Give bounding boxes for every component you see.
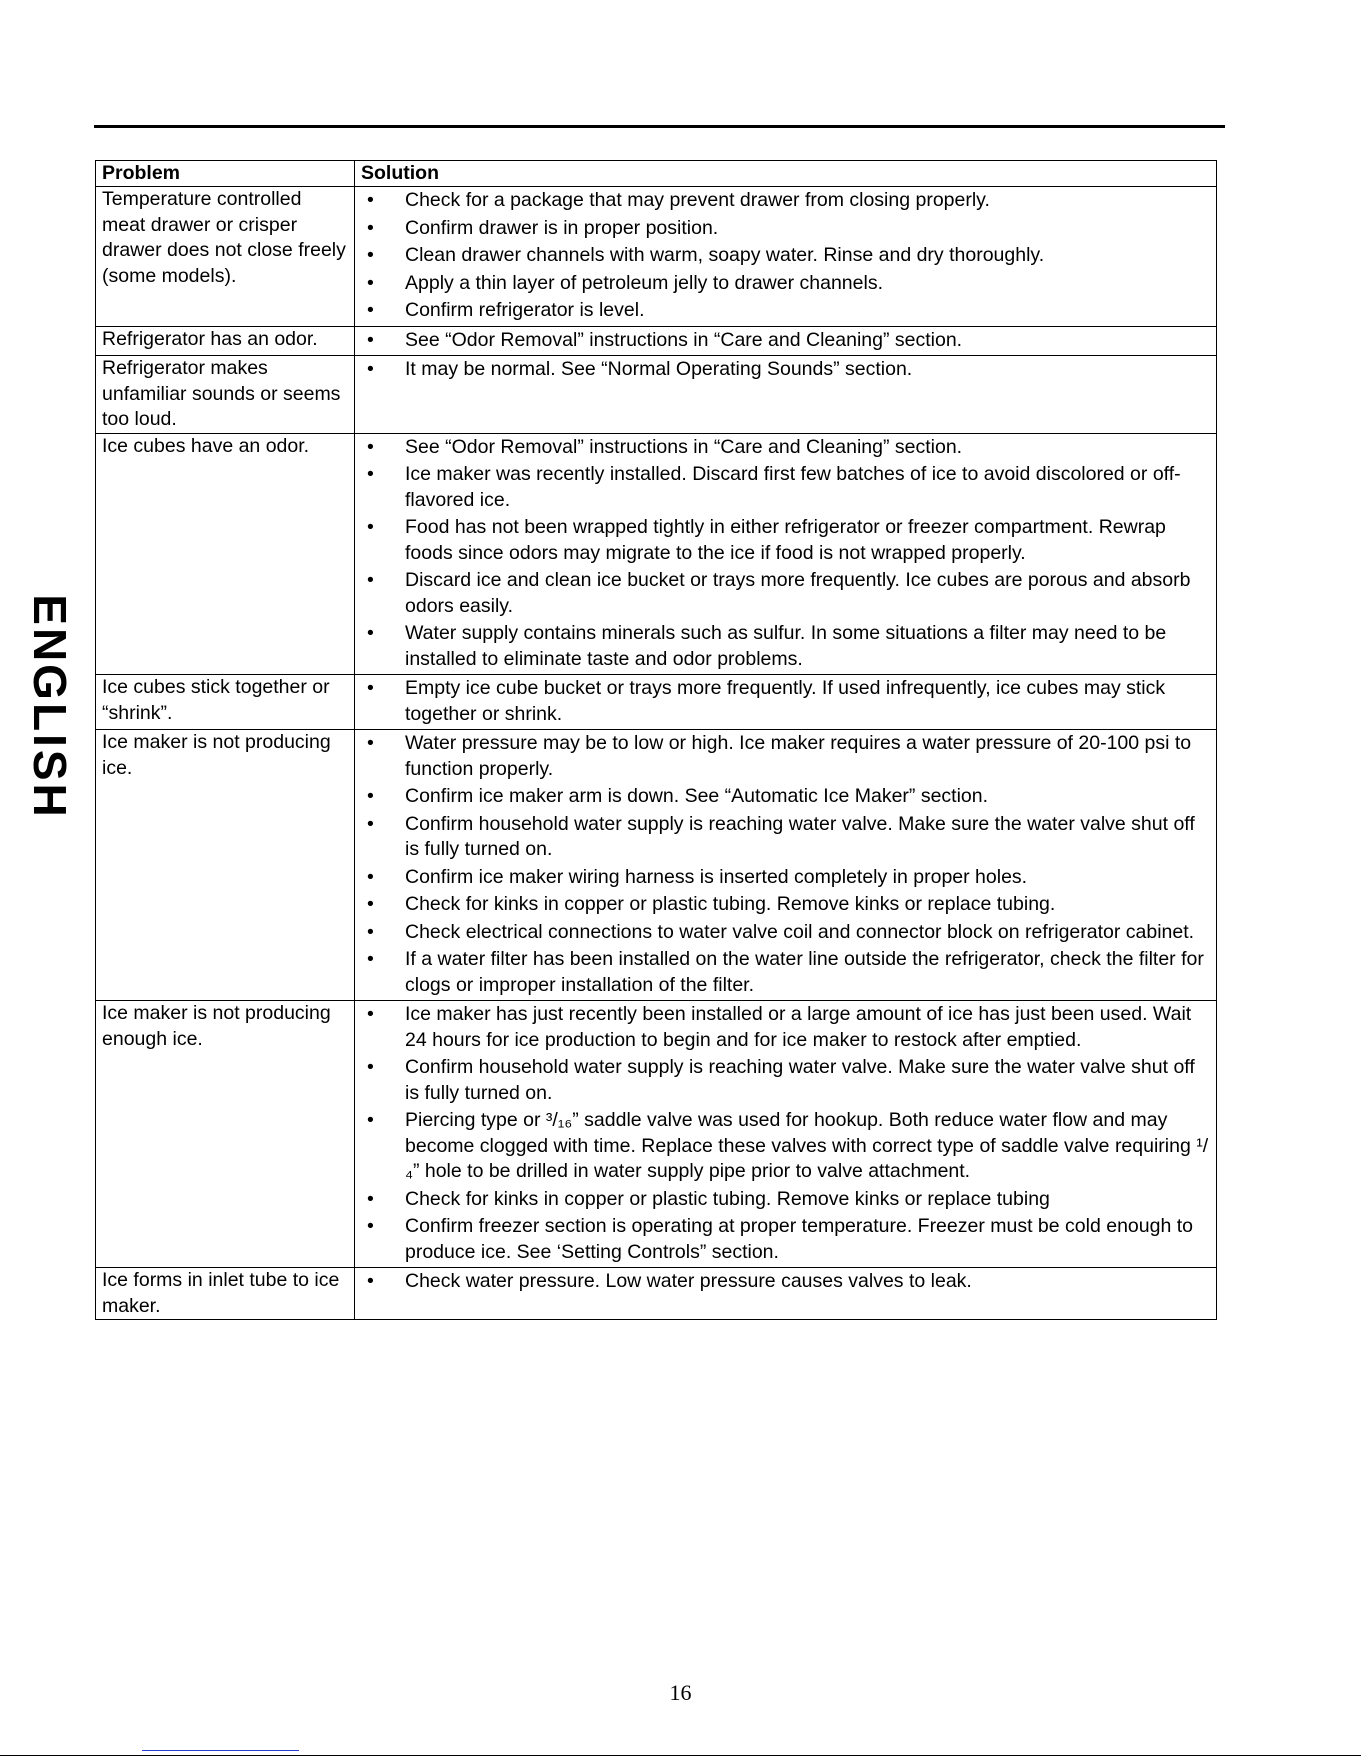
solution-item: • Confirm household water supply is reaching water valve. Make sure the water valve shut off is fully turned on. <box>361 1055 1210 1106</box>
table-body <box>96 187 1217 1320</box>
solution-cell <box>355 356 1217 434</box>
solution-item: • If a water filter has been installed on the water line outside the refrigerator, check the filter for clogs or improper installation of the filter. <box>361 947 1210 998</box>
solution-item: • Confirm freezer section is operating at proper temperature. Freezer must be cold enough to produce ice. See ‘Setting Controls” section. <box>361 1214 1210 1265</box>
problem-column-header: Problem <box>96 161 355 187</box>
solution-item: • Ice maker has just recently been installed or a large amount of ice has just been used. Wait 24 hours for ice production to begin and for ice maker to restock after emptied. <box>361 1002 1210 1053</box>
solution-cell <box>355 433 1217 675</box>
page-number: 16 <box>669 1680 692 1705</box>
solution-list <box>361 1001 1210 1265</box>
solution-item: • Check for kinks in copper or plastic tubing. Remove kinks or replace tubing <box>361 1187 1210 1213</box>
table-header-row <box>96 161 1217 187</box>
problem-cell: Refrigerator has an odor. <box>96 326 355 356</box>
solution-cell <box>355 1268 1217 1320</box>
solution-cell <box>355 730 1217 1001</box>
table-row <box>96 356 1217 434</box>
problem-cell: Ice maker is not producing ice. <box>96 730 355 1001</box>
language-tab-label: ENGLISH <box>24 594 76 820</box>
solution-item: • Confirm refrigerator is level. <box>361 298 1210 324</box>
table-row <box>96 675 1217 730</box>
solution-item: • Check water pressure. Low water pressure causes valves to leak. <box>361 1269 1210 1295</box>
language-tab <box>10 572 90 842</box>
table-row <box>96 730 1217 1001</box>
table-row <box>96 1268 1217 1320</box>
solution-list <box>361 187 1210 324</box>
solution-item: • Confirm drawer is in proper position. <box>361 216 1210 242</box>
solution-item: • Discard ice and clean ice bucket or trays more frequently. Ice cubes are porous and absorb odors easily. <box>361 568 1210 619</box>
troubleshooting-table <box>95 160 1217 1320</box>
solution-item: • Water supply contains minerals such as sulfur. In some situations a filter may need to be installed to eliminate taste and odor problems. <box>361 621 1210 672</box>
solution-item: • Confirm ice maker wiring harness is inserted completely in proper holes. <box>361 865 1210 891</box>
table-row <box>96 326 1217 356</box>
solution-item: • See “Odor Removal” instructions in “Care and Cleaning” section. <box>361 328 1210 354</box>
problem-cell: Refrigerator makes unfamiliar sounds or seems too loud. <box>96 356 355 434</box>
solution-list <box>361 1268 1210 1295</box>
solution-cell <box>355 326 1217 356</box>
solution-item: • Apply a thin layer of petroleum jelly to drawer channels. <box>361 271 1210 297</box>
solution-item: • See “Odor Removal” instructions in “Care and Cleaning” section. <box>361 435 1210 461</box>
solution-item: • Water pressure may be to low or high. Ice maker requires a water pressure of 20-100 psi to function properly. <box>361 731 1210 782</box>
solution-item: • Food has not been wrapped tightly in either refrigerator or freezer compartment. Rewrap foods since odors may migrate to the ice if food is not wrapped properly. <box>361 515 1210 566</box>
solution-item: • Confirm household water supply is reaching water valve. Make sure the water valve shut off is fully turned on. <box>361 812 1210 863</box>
solution-item: • Clean drawer channels with warm, soapy water. Rinse and dry thoroughly. <box>361 243 1210 269</box>
solution-list <box>361 356 1210 383</box>
solution-list <box>361 730 1210 998</box>
solution-item: • Check for a package that may prevent drawer from closing properly. <box>361 188 1210 214</box>
footer-link-line <box>142 1750 299 1751</box>
solution-item: • It may be normal. See “Normal Operating Sounds” section. <box>361 357 1210 383</box>
problem-cell: Temperature controlled meat drawer or crisper drawer does not close freely (some models). <box>96 187 355 327</box>
problem-cell: Ice forms in inlet tube to ice maker. <box>96 1268 355 1320</box>
table-row <box>96 187 1217 327</box>
solution-column-header: Solution <box>355 161 1217 187</box>
solution-list <box>361 675 1210 727</box>
solution-cell <box>355 1001 1217 1268</box>
solution-item: • Empty ice cube bucket or trays more frequently. If used infrequently, ice cubes may stick together or shrink. <box>361 676 1210 727</box>
solution-item: • Ice maker was recently installed. Discard first few batches of ice to avoid discolored or off-flavored ice. <box>361 462 1210 513</box>
solution-cell <box>355 675 1217 730</box>
solution-item: • Piercing type or ³/₁₆” saddle valve was used for hookup. Both reduce water flow and may become clogged with time. Replace these valves with correct type of saddle valve requiring ¹/₄” hole to be drilled in water supply pipe prior to valve attachment. <box>361 1108 1210 1185</box>
table-row <box>96 433 1217 675</box>
problem-cell: Ice cubes have an odor. <box>96 433 355 675</box>
footer-rule <box>0 1755 1361 1756</box>
solution-item: • Check for kinks in copper or plastic tubing. Remove kinks or replace tubing. <box>361 892 1210 918</box>
solution-item: • Check electrical connections to water valve coil and connector block on refrigerator cabinet. <box>361 920 1210 946</box>
solution-item: • Confirm ice maker arm is down. See “Automatic Ice Maker” section. <box>361 784 1210 810</box>
solution-list <box>361 434 1210 673</box>
table-row <box>96 1001 1217 1268</box>
solution-list <box>361 327 1210 354</box>
problem-cell: Ice maker is not producing enough ice. <box>96 1001 355 1268</box>
solution-cell <box>355 187 1217 327</box>
header-rule <box>94 125 1225 128</box>
problem-cell: Ice cubes stick together or “shrink”. <box>96 675 355 730</box>
